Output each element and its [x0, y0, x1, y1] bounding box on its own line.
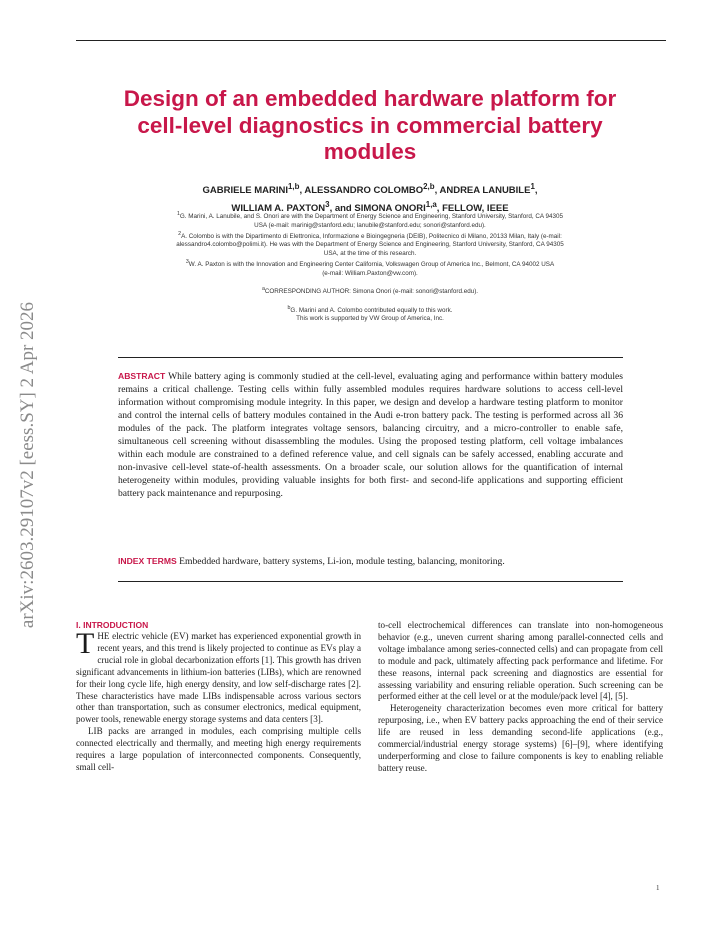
intro-paragraph-3: to-cell electrochemical differences can translate into non-homogeneous behavior (e.g., uneven current sharing among parallel-connected cells and voltage imbalance among series-connected cells) and can propagate from cell to module and pack, ultimately affecting pack performance and lifetime. For these reasons, internal pack screening and diagnostics are essential for assessing variability and ensuring reliable operation. Such screening can be performed either at the cell level or at the module/pack level [4], [5].: [378, 620, 663, 702]
equal-contribution-note: $^b$G. Marini and A. Colombo contributed equally to this work.: [287, 304, 453, 314]
body-column-right: [378, 620, 663, 775]
affiliation-2-cont: alessandro4.colombo@polimi.it). He was with the Department of Energy Science and Engineering, Stanford University, Stanford, CA 94305: [176, 241, 564, 249]
funding-note: This work is supported by VW Group of America, Inc.: [296, 315, 444, 323]
body-column-left: [76, 620, 361, 774]
affiliation-3: $^3$W. A. Paxton is with the Innovation and Engineering Center California, Volkswagen Group of America Inc., Belmont, CA 94002 USA: [185, 259, 555, 269]
affiliation-2-cont2: USA, at the time of this research.: [323, 249, 417, 257]
abstract: [118, 370, 623, 500]
index-terms: [118, 555, 623, 568]
affiliations: [120, 210, 620, 324]
abstract-bottom-rule: [118, 581, 623, 582]
author-line-1: GABRIELE MARINI$^{1,b}$, ALESSANDRO COLOMBO$^{2,b}$, ANDREA LANUBILE$^1$,: [202, 182, 538, 197]
author-line-2: WILLIAM A. PAXTON$^3$, and SIMONA ONORI$^{1,a}$, FELLOW, IEEE: [231, 200, 509, 215]
affiliation-1-cont: USA (e-mail: marinig@stanford.edu; lanubile@stanford.edu; sonori@stanford.edu).: [254, 221, 486, 229]
index-terms-text: Embedded hardware, battery systems, Li-ion, module testing, balancing, monitoring.: [179, 556, 505, 567]
arxiv-identifier[interactable]: arXiv:2603.29107v2 [eess.SY] 2 Apr 2026: [17, 301, 38, 629]
abstract-top-rule: [118, 357, 623, 358]
corresponding-author: $^a$CORRESPONDING AUTHOR: Simona Onori (e-mail: sonori@stanford.edu).: [261, 286, 479, 296]
affiliation-3-cont: (e-mail: William.Paxton@vw.com).: [322, 269, 418, 277]
top-rule: [76, 40, 666, 41]
dropcap-letter: T: [76, 627, 95, 660]
affiliation-2: $^2$A. Colombo is with the Dipartimento di Elettronica, Informazione e Bioingegneria (DEIB), Politecnico di Milano, 20133 Milan, Italy (e-mail:: [178, 230, 562, 240]
section-heading-introduction: I. INTRODUCTION: [76, 620, 149, 630]
abstract-label: ABSTRACT: [118, 371, 166, 381]
affiliation-1: $^1$G. Marini, A. Lanubile, and S. Onori are with the Department of Energy Science and Engineering, Stanford University, Stanford, CA 94305: [176, 211, 564, 221]
intro-paragraph-1: THE electric vehicle (EV) market has experienced exponential growth in recent years, and this trend is likely projected to continue as EVs play a crucial role in global decarbonization efforts [1]. This growth has driven significant advancements in lithium-ion batteries (LIBs), which are renowned for their long cycle life, high energy density, and low self-discharge rates [2]. These characteristics have made LIBs indispensable across various sectors other than transportation, such as consumer electronics, medical equipment, power tools, renewable energy storage systems and data centers [3].: [76, 627, 361, 725]
abstract-text: While battery aging is commonly studied at the cell-level, evaluating aging and performance within battery modules remains a critical challenge. Testing cells within fully assembled modules requires hardware solutions to access cell-level information without compromising module integrity. In this paper, we design and develop a hardware testing platform to monitor and control the internal cells of battery modules contained in the Audi e-tron battery pack. The testing is performed across all 36 modules of the pack. The platform integrates voltage sensors, balancing circuitry, and a micro-controller to enable safe, simultaneous cell screening without disassembling the modules. Using the proposed testing platform, cell voltage imbalances within each module are constrained to a defined reference value, and cell signals can be safely accessed, enabling accurate and non-invasive cell-level state-of-health assessments. On a broader scale, our solution allows for the quantification of internal heterogeneity within modules, providing valuable insights for both first- and second-life applications and supporting efficient battery pack maintenance and repurposing.: [118, 371, 623, 499]
intro-paragraph-4: Heterogeneity characterization becomes even more critical for battery repurposing, i.e., when EV battery packs approaching the end of their service life are reused in less demanding second-life applications (e.g., commercial/industrial energy storage systems) [6]–[9], where identifying underperforming and close to failure components is key to enabling reliable battery reuse.: [378, 703, 663, 773]
index-terms-label: INDEX TERMS: [118, 556, 177, 566]
page-number: 1: [656, 884, 660, 892]
intro-paragraph-2: LIB packs are arranged in modules, each comprising multiple cells connected electrically and thermally, and meeting high energy requirements requires a large population of interconnected components. Consequently, small cell-: [76, 726, 361, 772]
paper-title: Design of an embedded hardware platform for cell-level diagnostics in commercial battery modules: [123, 86, 617, 164]
